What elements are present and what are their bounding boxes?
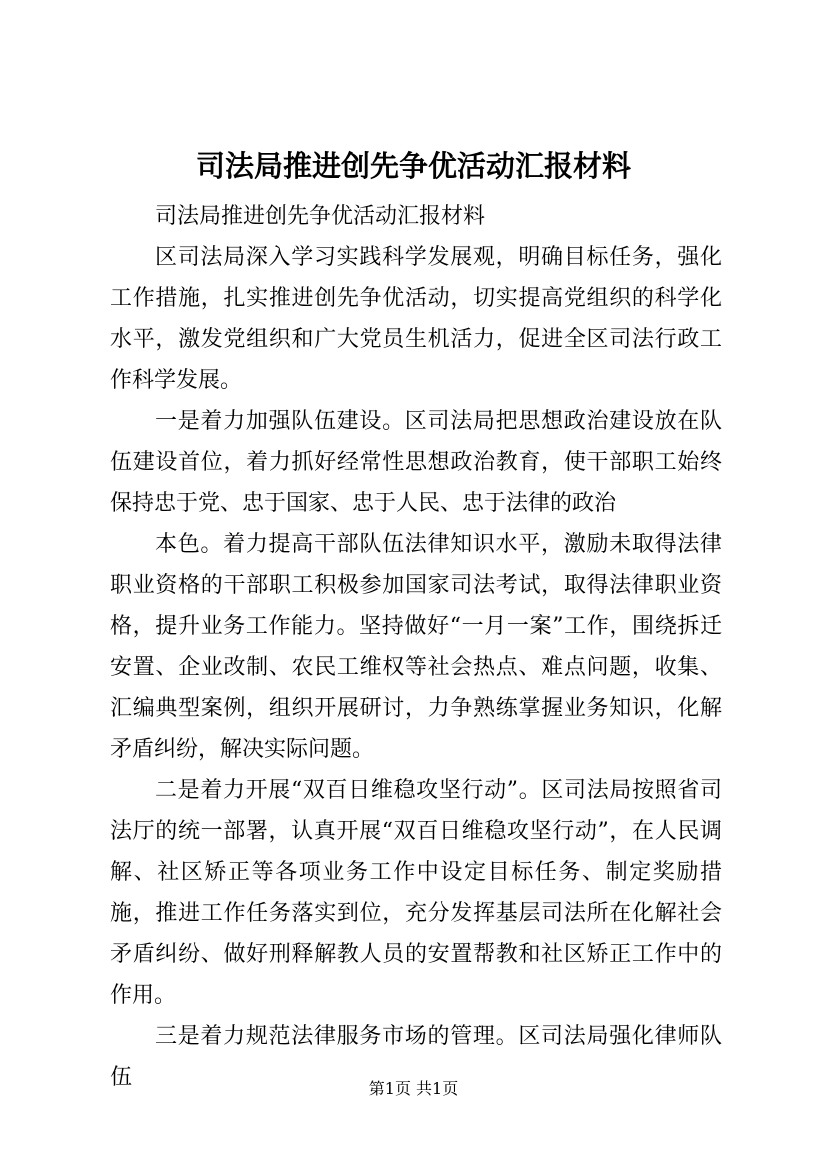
document-title: 司法局推进创先争优活动汇报材料	[195, 149, 631, 183]
section-one-continued-paragraph: 本色。着力提高干部队伍法律知识水平，激励未取得法律职业资格的干部职工积极参加国家司法考试，取得法律职业资格，提升业务工作能力。坚持做好“一月一案”工作，围绕拆迁安置、企业改制、农民工维权等社会热点、难点问题，收集、汇编典型案例，组织开展研讨，力争熟练掌握业务知识，化解矛盾纠纷，解决实际问题。	[110, 532, 722, 762]
subtitle-paragraph: 司法局推进创先争优活动汇报材料	[155, 204, 486, 229]
page-footer: 第1页 共1页	[368, 1079, 459, 1098]
section-two-paragraph: 二是着力开展“双百日维稳攻坚行动”。区司法局按照省司法厅的统一部署，认真开展“双百日维稳攻坚行动”，在人民调解、社区矫正等各项业务工作中设定目标任务、制定奖励措施，推进工作任务落实到位，充分发挥基层司法所在化解社会矛盾纠纷、做好刑释解教人员的安置帮教和社区矫正工作中的作用。	[110, 778, 722, 1008]
intro-paragraph: 区司法局深入学习实践科学发展观，明确目标任务，强化工作措施，扎实推进创先争优活动，切实提高党组织的科学化水平，激发党组织和广大党员生机活力，促进全区司法行政工作科学发展。	[110, 245, 722, 393]
document-body	[110, 196, 722, 1098]
section-one-paragraph: 一是着力加强队伍建设。区司法局把思想政治建设放在队伍建设首位，着力抓好经常性思想政治教育，使干部职工始终保持忠于党、忠于国家、忠于人民、忠于法律的政治	[110, 409, 722, 516]
section-three-paragraph: 三是着力规范法律服务市场的管理。区司法局强化律师队伍	[110, 1024, 722, 1090]
